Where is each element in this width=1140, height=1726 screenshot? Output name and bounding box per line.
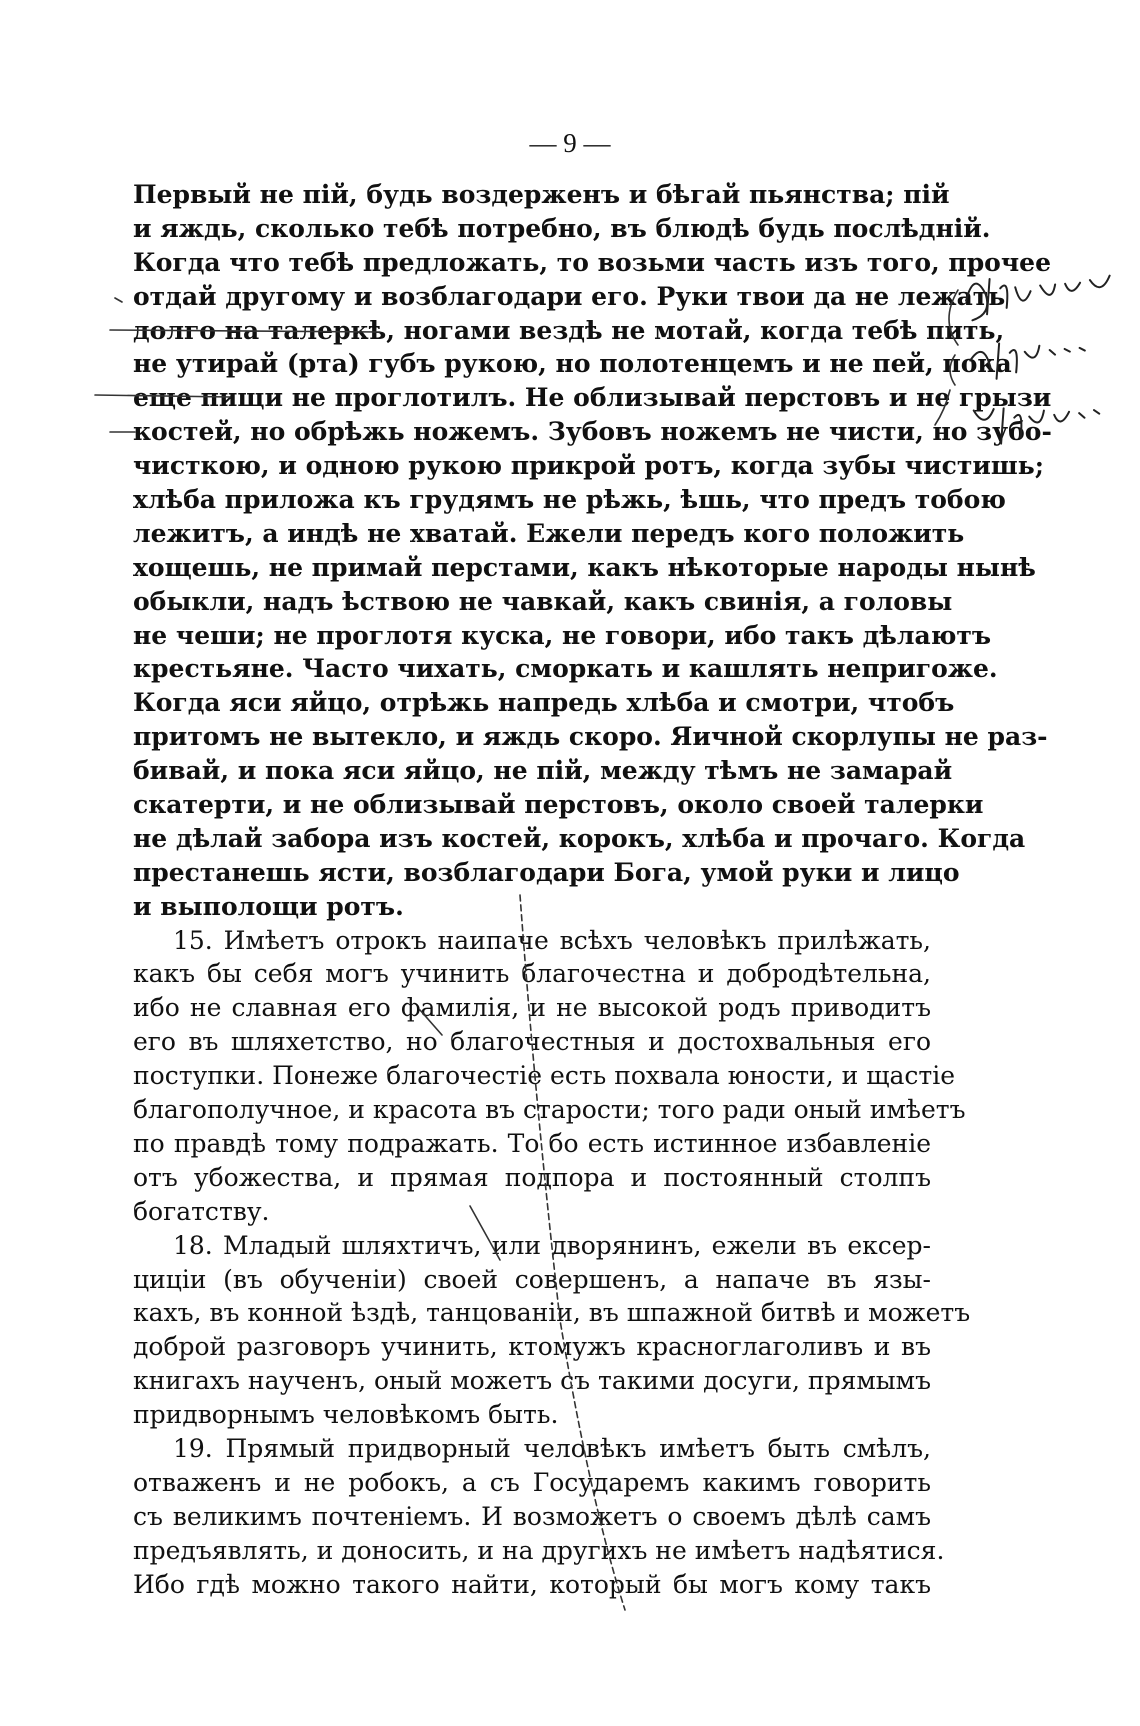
text-line: Когда яси яйцо, отрѣжь напредь хлѣба и смотри, чтобъ <box>133 688 955 718</box>
text-line: не утирай (рта) губъ рукою, но полотенцемъ и не пей, пока <box>133 349 1012 379</box>
page-number: — 9 — <box>529 128 611 158</box>
handwritten-scribble-icon <box>958 249 1140 459</box>
text-line: долго на талеркѣ, ногами вездѣ не мотай, когда тебѣ пить, <box>133 315 1005 345</box>
text-line: какъ бы себя могъ учинить благочестна и добродѣтельна, <box>133 959 931 989</box>
text-line: отъ убожества, и прямая подпора и постоянный столпъ <box>133 1162 931 1192</box>
text-line: костей, но обрѣжь ножемъ. Зубовъ ножемъ не чисти, но зубо- <box>133 417 1052 447</box>
text-line: предъявлять, и доносить, и на другихъ не имѣетъ надѣятися. <box>133 1535 945 1565</box>
marginalia-scribble-icon <box>958 249 1140 450</box>
text-line: отдай другому и возблагодари его. Руки твои да не лежать <box>133 281 1006 311</box>
text-line: отваженъ и не робокъ, а съ Государемъ какимъ говорить <box>133 1467 931 1497</box>
text-line: и выполощи ротъ. <box>133 891 404 921</box>
text-line: и яждь, сколько тебѣ потребно, въ блюдѣ будь послѣдній. <box>133 213 991 243</box>
text-line: скатерти, и не облизывай перстовъ, около своей талерки <box>133 790 984 820</box>
text-line: притомъ не вытекло, и яждь скоро. Яичной скорлупы не раз- <box>133 722 1048 752</box>
paragraph-19-start: 19. Прямый придворный человѣкъ имѣетъ быть смѣлъ, <box>173 1433 931 1463</box>
text-line: не дѣлай забора изъ костей, корокъ, хлѣба и прочаго. Когда <box>133 823 1026 853</box>
text-line: чисткою, и одною рукою прикрой ротъ, когда зубы чистишь; <box>133 451 1044 481</box>
text-line: ибо не славная его фамилія, и не высокой родъ приводитъ <box>133 993 931 1023</box>
paragraph-18-start: 18. Младый шляхтичъ, или дворянинъ, ежели въ ексер- <box>173 1230 931 1260</box>
text-line: его въ шляхетство, но благочестныя и достохвальныя его <box>133 1027 931 1057</box>
text-line: хлѣба приложа къ грудямъ не рѣжь, ѣшь, что предъ тобою <box>133 485 1006 515</box>
body-text <box>133 178 1052 1601</box>
text-line: лежитъ, а индѣ не хватай. Ежели передъ кого положить <box>133 518 965 548</box>
text-line: кахъ, въ конной ѣздѣ, танцованіи, въ шпажной битвѣ и можетъ <box>133 1298 971 1328</box>
text-line: доброй разговоръ учинить, ктомужъ красноглаголивъ и въ <box>133 1332 931 1362</box>
text-line: еще пищи не проглотилъ. Не облизывай перстовъ и не грызи <box>133 383 1052 413</box>
text-line: бивай, и пока яси яйцо, не пій, между тѣмъ не замарай <box>133 756 953 786</box>
text-line: Первый не пій, будь воздерженъ и бѣгай пьянства; пій <box>133 180 950 209</box>
text-line: Ибо гдѣ можно такого найти, который бы могъ кому такъ <box>133 1569 931 1599</box>
text-line: придворнымъ человѣкомъ быть. <box>133 1400 559 1430</box>
text-line: крестьяне. Часто чихать, сморкать и кашлять непригоже. <box>133 654 998 684</box>
paragraph-15-start: 15. Имѣетъ отрокъ наипаче всѣхъ человѣкъ прилѣжать, <box>173 925 931 955</box>
text-line: поступки. Понеже благочестіе есть похвала юности, и щастіе <box>133 1061 955 1091</box>
text-line: хощешь, не примай перстами, какъ нѣкоторые народы нынѣ <box>133 552 1036 582</box>
text-line: по правдѣ тому подражать. То бо есть истинное избавленіе <box>133 1128 931 1158</box>
text-line: съ великимъ почтеніемъ. И возможетъ о своемъ дѣлѣ самъ <box>133 1501 931 1531</box>
text-line: книгахъ наученъ, оный можетъ съ такими досуги, прямымъ <box>133 1366 932 1396</box>
text-line: благополучное, и красота въ старости; того ради оный имѣетъ <box>133 1095 966 1125</box>
text-line: не чеши; не проглотя куска, не говори, ибо такъ дѣлаютъ <box>133 620 992 650</box>
text-line: обыкли, надъ ѣствою не чавкай, какъ свинія, а головы <box>133 586 953 616</box>
text-line: престанешь ясти, возблагодари Бога, умой руки и лицо <box>133 857 960 887</box>
text-line: циціи (въ обученіи) своей совершенъ, а напаче въ язы- <box>133 1264 931 1294</box>
strikethrough-mark <box>115 298 122 302</box>
text-line: Когда что тебѣ предложать, то возьми часть изъ того, прочее <box>133 247 1051 277</box>
text-line: богатству. <box>133 1196 270 1226</box>
